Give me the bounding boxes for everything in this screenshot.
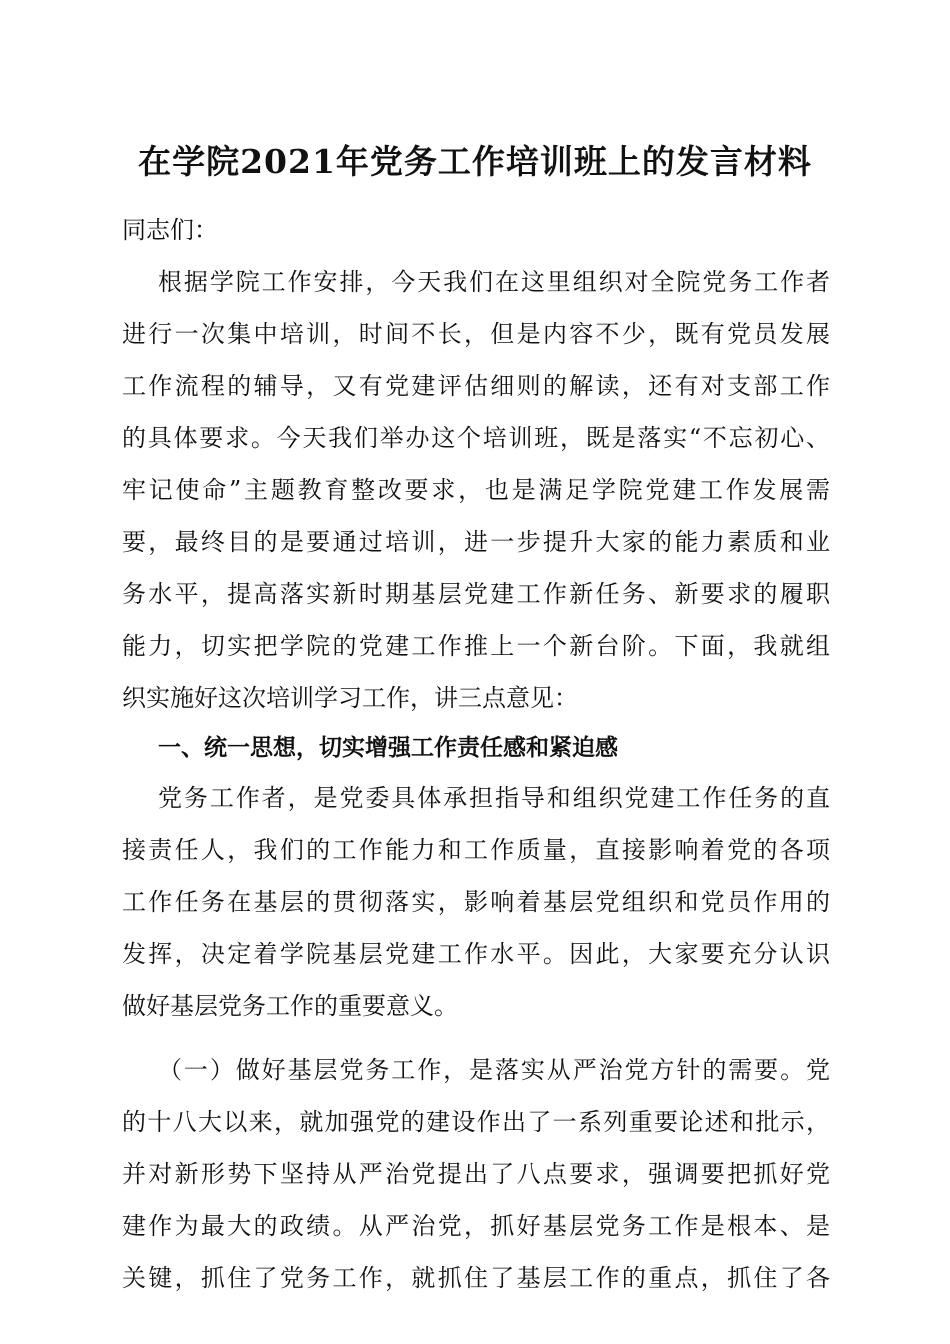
paragraph-line: 关键，抓住了党务工作，就抓住了基层工作的重点，抓住了各 <box>122 1264 830 1292</box>
paragraph-line: 进行一次集中培训，时间不长，但是内容不少，既有党员发展 <box>122 320 830 348</box>
paragraph-line: 建作为最大的政绩。从严治党，抓好基层党务工作是根本、是 <box>122 1212 830 1240</box>
paragraph-line: 发挥，决定着学院基层党建工作水平。因此，大家要充分认识 <box>122 940 830 968</box>
paragraph-line: 牢记使命”主题教育整改要求，也是满足学院党建工作发展需 <box>122 476 830 504</box>
paragraph-line: 务水平，提高落实新时期基层党建工作新任务、新要求的履职 <box>122 580 830 608</box>
section-heading: 一、统一思想，切实增强工作责任感和紧迫感 <box>158 735 618 761</box>
document-body <box>122 204 830 1304</box>
paragraph-line: 工作任务在基层的贯彻落实，影响着基层党组织和党员作用的 <box>122 888 830 916</box>
paragraph-line: 要，最终目的是要通过培训，进一步提升大家的能力素质和业 <box>122 528 830 556</box>
paragraph-line: （一）做好基层党务工作，是落实从严治党方针的需要。党 <box>158 1056 830 1084</box>
paragraph-line: 工作流程的辅导，又有党建评估细则的解读，还有对支部工作 <box>122 372 830 400</box>
paragraph-line: 织实施好这次培训学习工作，讲三点意见： <box>122 684 578 712</box>
paragraph-line: 接责任人，我们的工作能力和工作质量，直接影响着党的各项 <box>122 836 830 864</box>
paragraph-gap <box>122 1032 830 1044</box>
paragraph-line: 能力，切实把学院的党建工作推上一个新台阶。下面，我就组 <box>122 632 830 660</box>
paragraph-line: 做好基层党务工作的重要意义。 <box>122 992 458 1020</box>
salutation: 同志们： <box>122 216 218 244</box>
document-title: 在学院2021年党务工作培训班上的发言材料 <box>138 142 812 181</box>
paragraph-line: 并对新形势下坚持从严治党提出了八点要求，强调要把抓好党 <box>122 1160 830 1188</box>
paragraph-line: 的十八大以来，就加强党的建设作出了一系列重要论述和批示， <box>122 1108 830 1136</box>
paragraph-line: 党务工作者，是党委具体承担指导和组织党建工作任务的直 <box>158 784 830 812</box>
paragraph-line: 根据学院工作安排，今天我们在这里组织对全院党务工作者 <box>158 268 830 296</box>
paragraph-line: 的具体要求。今天我们举办这个培训班，既是落实“不忘初心、 <box>122 424 830 452</box>
